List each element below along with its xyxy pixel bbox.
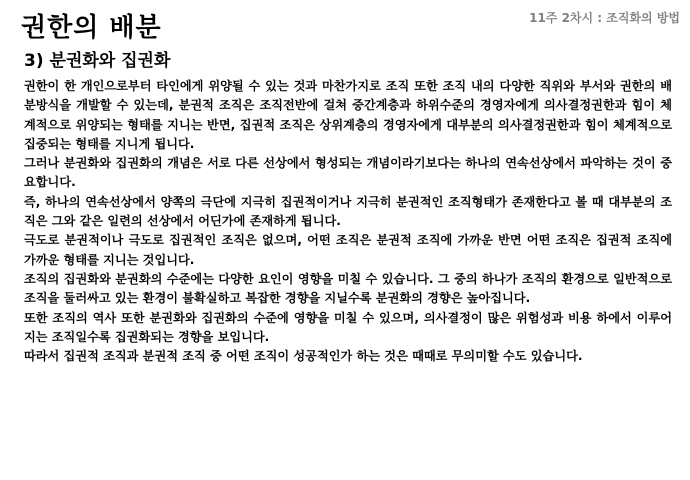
paragraph: 그러나 분권화와 집권화의 개념은 서로 다른 선상에서 형성되는 개념이라기보다는 하나의 연속선상에서 파악하는 것이 중요합니다. bbox=[24, 156, 672, 190]
body-text bbox=[24, 77, 672, 366]
paragraph: 조직의 집권화와 분권화의 수준에는 다양한 요인이 영향을 미칠 수 있습니다. 그 중의 하나가 조직의 환경으로 일반적으로 조직을 둘러싸고 있는 환경이 불확실하고 복잡한 경향을 지닐수록 분권화의 경향은 높아집니다. bbox=[24, 271, 672, 306]
page-title: 권한의 배분 bbox=[21, 13, 162, 43]
section-heading: 3) 분권화와 집권화 bbox=[24, 51, 171, 71]
paragraph: 극도로 분권적이나 극도로 집권적인 조직은 없으며, 어떤 조직은 분권적 조직에 가까운 반면 어떤 조직은 집권적 조직에 가까운 형태를 지니는 것입니다. bbox=[24, 233, 672, 267]
paragraph: 권한이 한 개인으로부터 타인에게 위양될 수 있는 것과 마찬가지로 조직 또한 조직 내의 다양한 직위와 부서와 권한의 배분방식을 개발할 수 있는데, 분권적 조직은 조직전반에 걸쳐 중간계층과 하위수준의 경영자에게 의사결정권한과 힘이 체계적으로 위양되는 형태를 지니는 반면, 집권적 조직은 상위계층의 경영자에게 대부분의 의사결정권한과 힘이 체계적으로 집중되는 형태를 지니게 됩니다. bbox=[24, 79, 672, 151]
paragraph: 즉, 하나의 연속선상에서 양쪽의 극단에 지극히 집권적이거나 지극히 분권적인 조직형태가 존재한다고 볼 때 대부분의 조직은 그와 같은 일련의 선상에서 어딘가에 존재하게 됩니다. bbox=[24, 194, 672, 229]
paragraph: 따라서 집권적 조직과 분권적 조직 중 어떤 조직이 성공적인가 하는 것은 때때로 무의미할 수도 있습니다. bbox=[24, 349, 583, 364]
paragraph: 또한 조직의 역사 또한 분권화와 집권화의 수준에 영향을 미칠 수 있으며, 의사결정이 많은 위험성과 비용 하에서 이루어지는 조직일수록 집권화되는 경향을 보입니다. bbox=[24, 310, 672, 344]
lesson-label: 11주 2차시 : 조직화의 방법 bbox=[529, 11, 680, 25]
